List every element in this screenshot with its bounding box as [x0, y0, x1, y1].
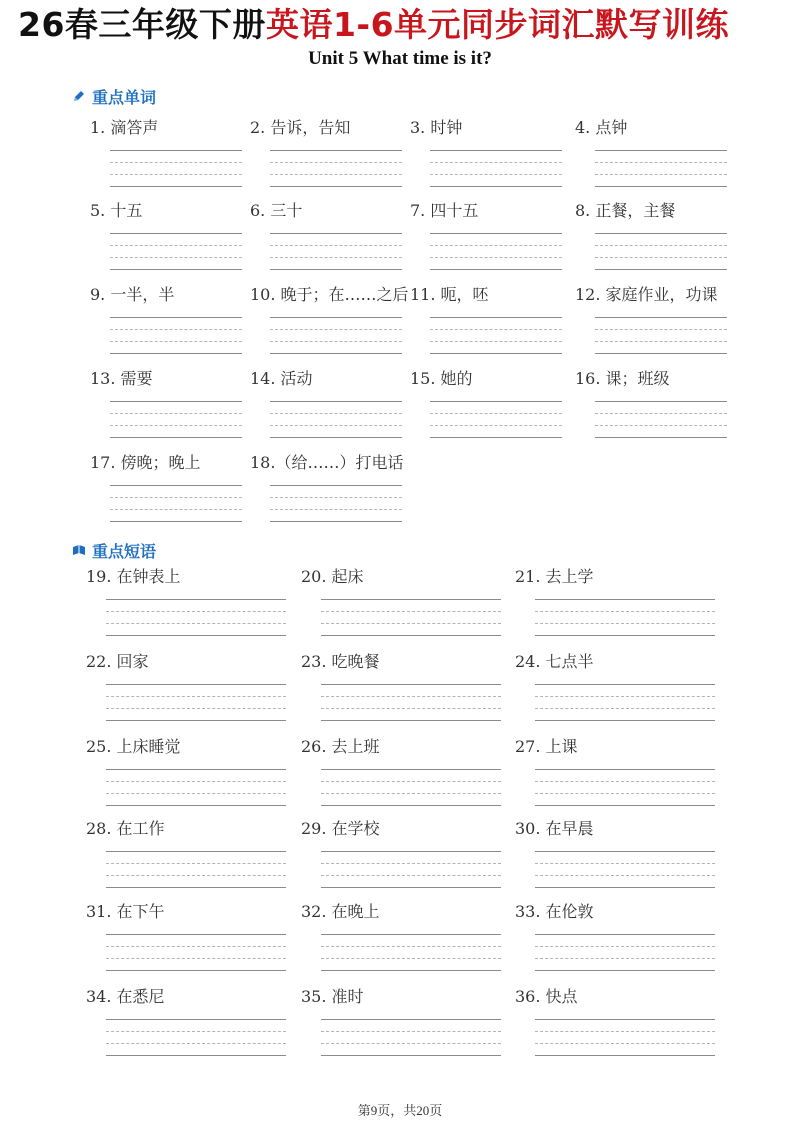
word-prompt: 2. 告诉，告知 [250, 118, 351, 137]
writing-line [535, 1043, 715, 1044]
phrase-item [301, 819, 380, 839]
writing-line [430, 245, 562, 246]
writing-line [106, 875, 286, 876]
writing-line [321, 1031, 501, 1032]
word-prompt: 18.（给……）打电话 [250, 453, 404, 472]
word-prompt: 12. 家庭作业，功课 [575, 285, 718, 304]
word-item [90, 285, 174, 305]
phrase-prompt: 19. 在钟表上 [86, 567, 181, 586]
phrase-prompt: 22. 回家 [86, 652, 149, 671]
writing-line [106, 684, 286, 685]
word-prompt: 1. 滴答声 [90, 118, 159, 137]
writing-line [270, 413, 402, 414]
phrase-item [86, 902, 165, 922]
word-item [410, 118, 462, 138]
writing-line [595, 341, 727, 342]
writing-line [106, 863, 286, 864]
phrase-item [86, 652, 149, 672]
writing-line [535, 1055, 715, 1056]
writing-line [321, 599, 501, 600]
writing-line [321, 805, 501, 806]
writing-line [595, 257, 727, 258]
writing-line [106, 946, 286, 947]
phrase-item [86, 567, 181, 587]
writing-line [535, 970, 715, 971]
writing-line [110, 509, 242, 510]
writing-line [430, 317, 562, 318]
writing-line [535, 696, 715, 697]
writing-line [595, 317, 727, 318]
writing-line [535, 769, 715, 770]
writing-line [535, 946, 715, 947]
writing-line [430, 353, 562, 354]
writing-line [270, 521, 402, 522]
writing-line [110, 317, 242, 318]
writing-line [110, 233, 242, 234]
writing-line [430, 425, 562, 426]
writing-line [321, 635, 501, 636]
writing-line [270, 341, 402, 342]
writing-line [110, 437, 242, 438]
writing-line [106, 611, 286, 612]
writing-line [321, 793, 501, 794]
writing-line [595, 245, 727, 246]
writing-line [430, 150, 562, 151]
word-item [90, 369, 153, 389]
phrase-prompt: 35. 准时 [301, 987, 364, 1006]
writing-line [535, 863, 715, 864]
phrase-prompt: 36. 快点 [515, 987, 578, 1006]
writing-line [270, 329, 402, 330]
phrase-item [515, 987, 578, 1007]
page-number: 第9页，共20页 [357, 1103, 443, 1118]
word-item [575, 201, 675, 221]
writing-line [110, 257, 242, 258]
writing-line [430, 269, 562, 270]
writing-line [106, 934, 286, 935]
word-item [250, 453, 403, 473]
writing-line [535, 793, 715, 794]
writing-line [535, 708, 715, 709]
writing-line [270, 257, 402, 258]
writing-line [270, 186, 402, 187]
phrase-item [515, 737, 578, 757]
writing-line [270, 317, 402, 318]
word-prompt: 11. 呃，呸 [410, 285, 489, 304]
word-item [575, 118, 627, 138]
writing-line [535, 623, 715, 624]
word-prompt: 6. 三十 [250, 201, 303, 220]
writing-line [430, 174, 562, 175]
writing-line [595, 174, 727, 175]
writing-line [321, 769, 501, 770]
writing-line [106, 1043, 286, 1044]
writing-line [321, 946, 501, 947]
word-prompt: 10. 晚于；在……之后 [250, 285, 409, 304]
word-item [90, 201, 142, 221]
word-item [410, 369, 473, 389]
phrase-item [301, 987, 364, 1007]
word-item [410, 201, 478, 221]
title-grade: 26春三年级下册 [18, 5, 266, 44]
writing-line [110, 269, 242, 270]
writing-line [321, 875, 501, 876]
writing-line [595, 425, 727, 426]
phrase-prompt: 20. 起床 [301, 567, 364, 586]
writing-line [430, 401, 562, 402]
word-prompt: 5. 十五 [90, 201, 143, 220]
writing-line [430, 233, 562, 234]
phrase-prompt: 21. 去上学 [515, 567, 594, 586]
writing-line [535, 720, 715, 721]
writing-line [535, 875, 715, 876]
phrase-item [515, 819, 594, 839]
word-item [90, 118, 158, 138]
writing-line [595, 329, 727, 330]
writing-line [321, 934, 501, 935]
writing-line [270, 401, 402, 402]
writing-line [110, 413, 242, 414]
phrase-prompt: 33. 在伦敦 [515, 902, 594, 921]
title-subject: 英语1-6单元同步词汇默写训练 [265, 5, 730, 44]
writing-line [106, 1019, 286, 1020]
phrase-prompt: 25. 上床睡觉 [86, 737, 181, 756]
writing-line [595, 401, 727, 402]
writing-line [110, 401, 242, 402]
writing-line [321, 708, 501, 709]
writing-line [270, 174, 402, 175]
writing-line [270, 485, 402, 486]
word-prompt: 16. 课；班级 [575, 369, 670, 388]
writing-line [430, 162, 562, 163]
writing-line [106, 599, 286, 600]
phrase-item [86, 737, 181, 757]
writing-line [270, 437, 402, 438]
unit-title: Unit 5 What time is it? [308, 48, 492, 69]
phrase-item [515, 567, 594, 587]
section-phrases-label: 重点短语 [92, 541, 157, 561]
writing-line [106, 696, 286, 697]
writing-line [110, 425, 242, 426]
writing-line [106, 623, 286, 624]
phrase-item [515, 902, 594, 922]
writing-line [270, 353, 402, 354]
phrase-prompt: 28. 在工作 [86, 819, 165, 838]
writing-line [595, 150, 727, 151]
writing-line [110, 341, 242, 342]
writing-line [321, 970, 501, 971]
writing-line [321, 1055, 501, 1056]
word-item [250, 118, 350, 138]
writing-line [535, 684, 715, 685]
phrase-item [515, 652, 594, 672]
writing-line [270, 245, 402, 246]
phrase-prompt: 24. 七点半 [515, 652, 594, 671]
writing-line [535, 599, 715, 600]
writing-line [110, 174, 242, 175]
writing-line [106, 720, 286, 721]
writing-line [106, 970, 286, 971]
word-prompt: 13. 需要 [90, 369, 153, 388]
section-words-header [72, 84, 156, 108]
writing-line [270, 233, 402, 234]
writing-line [110, 245, 242, 246]
writing-line [110, 186, 242, 187]
writing-line [535, 958, 715, 959]
writing-line [321, 851, 501, 852]
writing-line [110, 353, 242, 354]
writing-line [535, 805, 715, 806]
writing-line [321, 1019, 501, 1020]
writing-line [595, 437, 727, 438]
word-item [410, 285, 489, 305]
writing-line [535, 887, 715, 888]
word-prompt: 14. 活动 [250, 369, 313, 388]
writing-line [106, 958, 286, 959]
writing-line [321, 958, 501, 959]
writing-line [110, 497, 242, 498]
word-prompt: 9. 一半，半 [90, 285, 175, 304]
phrase-prompt: 32. 在晚上 [301, 902, 380, 921]
book-icon [72, 543, 86, 557]
writing-line [106, 851, 286, 852]
writing-line [535, 1031, 715, 1032]
word-prompt: 4. 点钟 [575, 118, 628, 137]
writing-line [270, 425, 402, 426]
phrase-item [86, 987, 165, 1007]
writing-line [430, 329, 562, 330]
writing-line [321, 720, 501, 721]
writing-line [270, 509, 402, 510]
word-item [250, 201, 302, 221]
writing-line [106, 635, 286, 636]
writing-line [106, 793, 286, 794]
writing-line [595, 413, 727, 414]
writing-line [321, 887, 501, 888]
phrase-item [301, 567, 364, 587]
writing-line [430, 257, 562, 258]
word-prompt: 15. 她的 [410, 369, 473, 388]
writing-line [535, 781, 715, 782]
writing-line [321, 863, 501, 864]
writing-line [430, 186, 562, 187]
writing-line [106, 769, 286, 770]
writing-line [535, 611, 715, 612]
writing-line [110, 162, 242, 163]
word-prompt: 8. 正餐，主餐 [575, 201, 676, 220]
writing-line [110, 521, 242, 522]
writing-line [430, 437, 562, 438]
writing-line [430, 413, 562, 414]
writing-line [106, 1031, 286, 1032]
word-prompt: 3. 时钟 [410, 118, 463, 137]
writing-line [321, 781, 501, 782]
writing-line [595, 233, 727, 234]
word-item [575, 285, 718, 305]
phrase-prompt: 29. 在学校 [301, 819, 380, 838]
writing-line [595, 186, 727, 187]
writing-line [535, 851, 715, 852]
writing-line [595, 269, 727, 270]
writing-line [321, 611, 501, 612]
phrase-item [301, 902, 380, 922]
writing-line [321, 684, 501, 685]
writing-line [106, 887, 286, 888]
writing-line [270, 269, 402, 270]
writing-line [110, 329, 242, 330]
writing-line [430, 341, 562, 342]
phrase-prompt: 26. 去上班 [301, 737, 380, 756]
phrase-prompt: 27. 上课 [515, 737, 578, 756]
writing-line [106, 805, 286, 806]
phrase-prompt: 31. 在下午 [86, 902, 165, 921]
writing-line [321, 696, 501, 697]
writing-line [106, 708, 286, 709]
writing-line [270, 150, 402, 151]
section-words-label: 重点单词 [92, 87, 157, 107]
pencil-icon [72, 89, 86, 103]
writing-line [110, 150, 242, 151]
writing-line [595, 162, 727, 163]
section-phrases-header [72, 538, 156, 562]
page-title [18, 4, 798, 46]
writing-line [595, 353, 727, 354]
phrase-prompt: 30. 在早晨 [515, 819, 594, 838]
word-prompt: 7. 四十五 [410, 201, 479, 220]
writing-line [110, 485, 242, 486]
writing-line [535, 934, 715, 935]
word-item [575, 369, 670, 389]
writing-line [270, 497, 402, 498]
phrase-prompt: 23. 吃晚餐 [301, 652, 380, 671]
writing-line [535, 1019, 715, 1020]
phrase-item [301, 737, 380, 757]
writing-line [106, 781, 286, 782]
writing-line [321, 623, 501, 624]
word-item [90, 453, 201, 473]
word-item [250, 369, 313, 389]
phrase-prompt: 34. 在悉尼 [86, 987, 165, 1006]
writing-line [106, 1055, 286, 1056]
writing-line [270, 162, 402, 163]
word-prompt: 17. 傍晚；晚上 [90, 453, 201, 472]
phrase-item [301, 652, 380, 672]
word-item [250, 285, 409, 305]
phrase-item [86, 819, 165, 839]
writing-line [535, 635, 715, 636]
writing-line [321, 1043, 501, 1044]
